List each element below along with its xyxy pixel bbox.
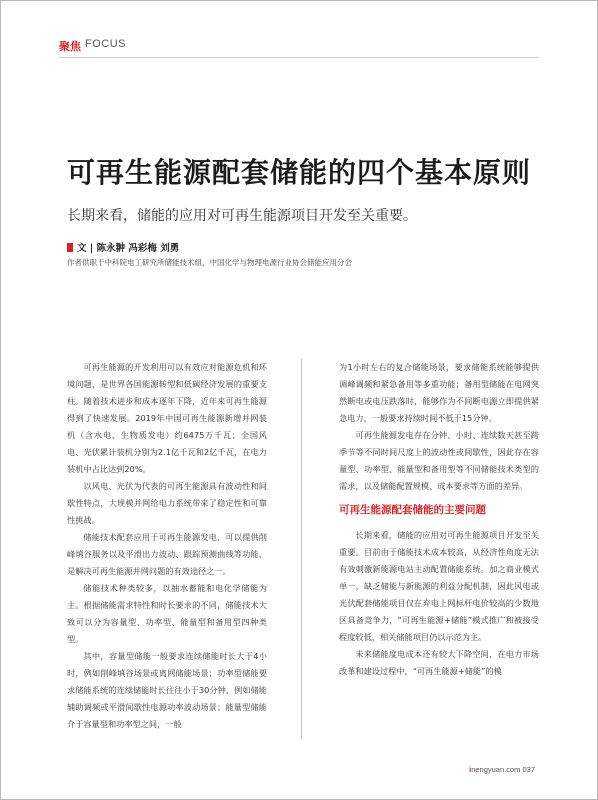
paragraph: 长期来看，储能的应用对可再生能源项目开发至关重要。目前由于储能技术成本较高，从经济性角度无法有效刺激新能源电站主动配置储能系统。加之商业模式单一，缺乏储能与新能源的利益分配机制，因此风电或光伏配套储能项目仅在弃电上网标杆电价较高的少数地区具备竞争力，“可再生能源+储能”模式推广和被接受程度较低，相关储能项目仍以示范为主。 — [339, 530, 539, 642]
paragraph: 可再生能源发电存在分钟、小时、连续数天甚至跨季节等不同时间尺度上的波动性或间歇性，因此存在容量型、功率型、能量型和备用型等不同储能技术类型的需求，以及储能配置规模、成本要求等方面的差异。 — [339, 430, 539, 491]
author-affiliation: 作者供职于中科院电工研究所储能技术组，中国化学与物理电源行业协会储能应用分会 — [67, 258, 352, 267]
paragraph: 储能技术配套应用于可再生能源发电，可以提供削峰填谷服务以及平滑出力波动、跟踪预测曲线等功能，是解决可再生能源并网问题的有效途径之一。 — [67, 532, 267, 576]
site-name: nengyuan.com — [471, 765, 521, 774]
paragraph: 未来储能度电成本还有较大下降空间，在电力市场改革和建设过程中，“可再生能源+储能”的模 — [339, 649, 539, 676]
page-number: 037 — [522, 765, 535, 774]
column-divider — [301, 359, 302, 739]
paragraph: 以风电、光伏为代表的可再生能源具有波动性和间歇性特点，大规模并网给电力系统带来了稳定性和可靠性挑战。 — [67, 481, 267, 525]
page-footer — [469, 765, 535, 774]
section-heading: 可再生能源配套储能的主要问题 — [339, 504, 486, 516]
author-line — [67, 240, 179, 254]
paragraph: 为1小时左右的复合储能场景，要求储能系统能够提供调峰调频和紧急备用等多重功能；备用型储能在电网突然断电或电压跌落时，能够作为不间断电源立即提供紧急电力，一般要求持续时间不低于15分钟。 — [339, 362, 539, 423]
author-marker-icon — [67, 243, 73, 252]
text-column-right — [339, 359, 539, 680]
section-header — [59, 37, 539, 58]
article-title: 可再生能源配套储能的四个基本原则 — [67, 156, 532, 189]
section-label-en: FOCUS — [85, 38, 126, 50]
section-label-cn: 聚焦 — [59, 40, 81, 53]
paragraph: 可再生能源的开发利用可以有效应对能源危机和环境问题，是世界各国能源转型和低碳经济发展的重要支柱。随着技术进步和成本逐年下降，近年来可再生能源得到了快速发展。2019年中国可再生能源新增并网装机（含水电、生物质发电）约6475万千瓦；全国风电、光伏累计装机分别为2.1亿千瓦和2亿千瓦，在电力装机中占比达到20%。 — [67, 362, 267, 474]
author-names: 文 | 陈永翀 冯彩梅 刘勇 — [77, 243, 180, 254]
article-subtitle: 长期来看，储能的应用对可再生能源项目开发至关重要。 — [67, 208, 417, 224]
paragraph: 储能技术种类较多，以抽水蓄能和电化学储能为主。根据储能需求特性和时长要求的不同，储能技术大致可以分为容量型、功率型、能量型和备用型四种类型。 — [67, 583, 267, 644]
site-logo-i: i — [469, 765, 472, 774]
text-column-left — [67, 359, 267, 733]
paragraph: 其中，容量型储能一般要求连续储能时长大于4小时，例如削峰填谷场景或离网储能场景；功率型储能要求储能系统的连续储能时长往往小于30分钟，例如储能辅助调频或平滑间歇性电源功率波动场景；能量型储能介于容量型和功率型之间，一般 — [67, 651, 267, 729]
